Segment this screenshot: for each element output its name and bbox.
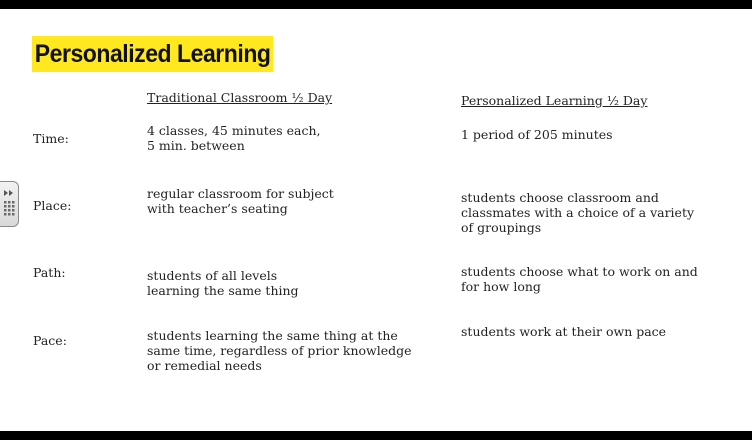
row-label-time: Time: bbox=[33, 131, 69, 146]
row-label-place: Place: bbox=[33, 198, 72, 213]
column-header-personalized: Personalized Learning ½ Day bbox=[461, 93, 648, 108]
pace-traditional: students learning the same thing at the same time, regardless of prior knowledge or remedial needs bbox=[147, 328, 412, 373]
place-traditional: regular classroom for subject with teacher’s seating bbox=[147, 186, 334, 216]
column-header-traditional: Traditional Classroom ½ Day bbox=[147, 90, 333, 105]
side-panel-handle[interactable] bbox=[0, 181, 19, 227]
slide-title: Personalized Learning bbox=[32, 36, 273, 72]
row-label-pace: Pace: bbox=[33, 333, 67, 348]
pace-personalized: students work at their own pace bbox=[461, 324, 667, 339]
place-personalized: students choose classroom and classmates with a choice of a variety of groupings bbox=[461, 190, 695, 235]
fast-forward-keypad-icon bbox=[3, 188, 17, 220]
time-traditional: 4 classes, 45 minutes each, 5 min. between bbox=[147, 123, 321, 153]
row-label-path: Path: bbox=[33, 265, 66, 280]
path-personalized: students choose what to work on and for how long bbox=[461, 264, 698, 294]
slide bbox=[0, 9, 752, 431]
path-traditional: students of all levels learning the same thing bbox=[147, 268, 299, 298]
time-personalized: 1 period of 205 minutes bbox=[461, 127, 613, 142]
